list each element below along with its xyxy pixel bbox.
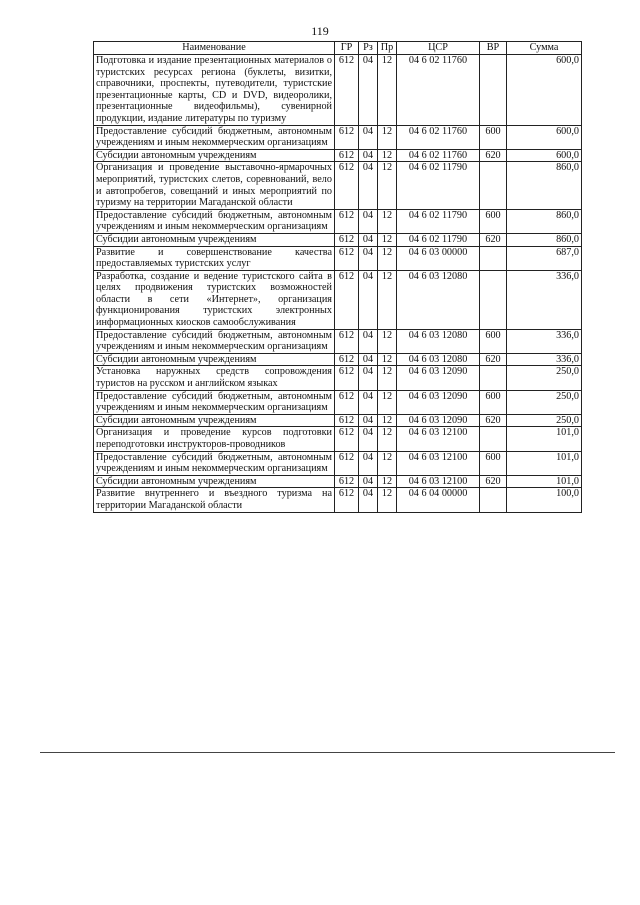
cell-name: Субсидии автономным учреждениям (94, 414, 335, 427)
table-row (94, 390, 582, 414)
cell-csr: 04 6 03 12080 (397, 329, 480, 353)
cell-vr (480, 246, 507, 270)
cell-rz: 04 (359, 162, 378, 209)
header-vr: ВР (480, 42, 507, 55)
cell-gr: 612 (335, 233, 359, 246)
cell-name: Предоставление субсидий бюджетным, автономным учреждениям и иным некоммерческим организациям (94, 329, 335, 353)
cell-pr: 12 (378, 451, 397, 475)
cell-name: Предоставление субсидий бюджетным, автономным учреждениям и иным некоммерческим организациям (94, 390, 335, 414)
cell-csr: 04 6 02 11760 (397, 149, 480, 162)
cell-gr: 612 (335, 427, 359, 451)
table-row (94, 233, 582, 246)
cell-rz: 04 (359, 366, 378, 390)
cell-rz: 04 (359, 390, 378, 414)
cell-sum: 101,0 (507, 451, 582, 475)
cell-name: Развитие и совершенствование качества предоставляемых туристских услуг (94, 246, 335, 270)
cell-sum: 600,0 (507, 55, 582, 126)
cell-vr: 600 (480, 329, 507, 353)
cell-rz: 04 (359, 55, 378, 126)
cell-sum: 860,0 (507, 209, 582, 233)
table-row (94, 488, 582, 512)
cell-csr: 04 6 03 12090 (397, 414, 480, 427)
cell-name: Предоставление субсидий бюджетным, автономным учреждениям и иным некоммерческим организациям (94, 451, 335, 475)
cell-pr: 12 (378, 390, 397, 414)
table-row (94, 366, 582, 390)
cell-rz: 04 (359, 353, 378, 366)
table-body (94, 55, 582, 513)
cell-pr: 12 (378, 55, 397, 126)
header-gr: ГР (335, 42, 359, 55)
cell-pr: 12 (378, 149, 397, 162)
cell-sum: 250,0 (507, 414, 582, 427)
cell-name: Субсидии автономным учреждениям (94, 149, 335, 162)
cell-gr: 612 (335, 209, 359, 233)
cell-pr: 12 (378, 353, 397, 366)
cell-csr: 04 6 02 11790 (397, 209, 480, 233)
cell-sum: 101,0 (507, 427, 582, 451)
cell-pr: 12 (378, 270, 397, 329)
table-row (94, 353, 582, 366)
cell-vr (480, 270, 507, 329)
cell-gr: 612 (335, 55, 359, 126)
header-pr: Пр (378, 42, 397, 55)
cell-rz: 04 (359, 475, 378, 488)
cell-sum: 336,0 (507, 353, 582, 366)
cell-gr: 612 (335, 162, 359, 209)
cell-csr: 04 6 02 11760 (397, 55, 480, 126)
cell-pr: 12 (378, 414, 397, 427)
cell-rz: 04 (359, 488, 378, 512)
table-row (94, 246, 582, 270)
cell-csr: 04 6 03 00000 (397, 246, 480, 270)
cell-pr: 12 (378, 427, 397, 451)
cell-name: Разработка, создание и ведение туристского сайта в целях продвижения туристских возможностей области в сети «Интернет», организация функционирования туристских электронных информационных киосков самообслуживания (94, 270, 335, 329)
cell-name: Организация и проведение курсов подготовки переподготовки инструкторов-проводников (94, 427, 335, 451)
cell-vr (480, 427, 507, 451)
cell-pr: 12 (378, 125, 397, 149)
table-row (94, 329, 582, 353)
cell-sum: 336,0 (507, 270, 582, 329)
page-number: 119 (311, 24, 329, 38)
cell-gr: 612 (335, 246, 359, 270)
cell-csr: 04 6 03 12100 (397, 427, 480, 451)
cell-sum: 250,0 (507, 366, 582, 390)
cell-pr: 12 (378, 329, 397, 353)
cell-name: Подготовка и издание презентационных материалов о туристских ресурсах региона (буклеты, визитки, справочники, проспекты, путеводители, туристские презентационные карты, CD и DVD, видеоролики, презентационные видеофильмы), сувенирной продукции, издание литературы по туризму (94, 55, 335, 126)
cell-vr: 620 (480, 233, 507, 246)
cell-vr (480, 55, 507, 126)
table-row (94, 475, 582, 488)
cell-name: Субсидии автономным учреждениям (94, 353, 335, 366)
header-name: Наименование (94, 42, 335, 55)
table-row (94, 55, 582, 126)
cell-vr: 600 (480, 209, 507, 233)
cell-rz: 04 (359, 246, 378, 270)
cell-csr: 04 6 04 00000 (397, 488, 480, 512)
cell-vr: 600 (480, 125, 507, 149)
cell-pr: 12 (378, 488, 397, 512)
cell-gr: 612 (335, 149, 359, 162)
cell-rz: 04 (359, 414, 378, 427)
table-row (94, 162, 582, 209)
table-row (94, 427, 582, 451)
cell-vr (480, 162, 507, 209)
cell-vr (480, 488, 507, 512)
table-header-row (94, 42, 582, 55)
cell-rz: 04 (359, 209, 378, 233)
footer-rule (40, 752, 615, 753)
cell-sum: 860,0 (507, 162, 582, 209)
cell-pr: 12 (378, 162, 397, 209)
table-row (94, 149, 582, 162)
cell-name: Организация и проведение выставочно-ярмарочных мероприятий, туристских слетов, соревнований, вело и автопробегов, совещаний и иных мероприятий по туризму на территории Магаданской области (94, 162, 335, 209)
cell-rz: 04 (359, 270, 378, 329)
table-row (94, 209, 582, 233)
cell-vr (480, 366, 507, 390)
cell-sum: 101,0 (507, 475, 582, 488)
cell-gr: 612 (335, 488, 359, 512)
cell-rz: 04 (359, 427, 378, 451)
table-row (94, 414, 582, 427)
header-csr: ЦСР (397, 42, 480, 55)
cell-csr: 04 6 03 12100 (397, 451, 480, 475)
cell-vr: 620 (480, 149, 507, 162)
cell-csr: 04 6 03 12090 (397, 366, 480, 390)
cell-vr: 620 (480, 353, 507, 366)
cell-pr: 12 (378, 209, 397, 233)
cell-vr: 600 (480, 390, 507, 414)
cell-gr: 612 (335, 475, 359, 488)
cell-gr: 612 (335, 366, 359, 390)
header-sum: Сумма (507, 42, 582, 55)
cell-gr: 612 (335, 353, 359, 366)
cell-rz: 04 (359, 149, 378, 162)
header-rz: Рз (359, 42, 378, 55)
cell-pr: 12 (378, 475, 397, 488)
cell-rz: 04 (359, 233, 378, 246)
table-row (94, 451, 582, 475)
cell-sum: 600,0 (507, 149, 582, 162)
cell-csr: 04 6 03 12090 (397, 390, 480, 414)
cell-pr: 12 (378, 246, 397, 270)
cell-pr: 12 (378, 366, 397, 390)
cell-sum: 687,0 (507, 246, 582, 270)
cell-gr: 612 (335, 270, 359, 329)
cell-gr: 612 (335, 329, 359, 353)
cell-name: Установка наружных средств сопровождения туристов на русском и английском языках (94, 366, 335, 390)
budget-table (93, 41, 582, 513)
cell-sum: 336,0 (507, 329, 582, 353)
cell-rz: 04 (359, 125, 378, 149)
cell-csr: 04 6 02 11790 (397, 233, 480, 246)
cell-rz: 04 (359, 329, 378, 353)
cell-csr: 04 6 03 12100 (397, 475, 480, 488)
table-row (94, 125, 582, 149)
cell-vr: 600 (480, 451, 507, 475)
cell-sum: 250,0 (507, 390, 582, 414)
cell-csr: 04 6 02 11790 (397, 162, 480, 209)
cell-gr: 612 (335, 414, 359, 427)
cell-csr: 04 6 03 12080 (397, 353, 480, 366)
cell-name: Субсидии автономным учреждениям (94, 475, 335, 488)
cell-gr: 612 (335, 390, 359, 414)
cell-csr: 04 6 03 12080 (397, 270, 480, 329)
cell-sum: 100,0 (507, 488, 582, 512)
cell-name: Развитие внутреннего и въездного туризма на территории Магаданской области (94, 488, 335, 512)
cell-vr: 620 (480, 414, 507, 427)
table-row (94, 270, 582, 329)
cell-sum: 860,0 (507, 233, 582, 246)
cell-vr: 620 (480, 475, 507, 488)
cell-name: Субсидии автономным учреждениям (94, 233, 335, 246)
cell-rz: 04 (359, 451, 378, 475)
cell-gr: 612 (335, 125, 359, 149)
cell-csr: 04 6 02 11760 (397, 125, 480, 149)
cell-pr: 12 (378, 233, 397, 246)
cell-gr: 612 (335, 451, 359, 475)
cell-name: Предоставление субсидий бюджетным, автономным учреждениям и иным некоммерческим организациям (94, 209, 335, 233)
cell-sum: 600,0 (507, 125, 582, 149)
cell-name: Предоставление субсидий бюджетным, автономным учреждениям и иным некоммерческим организациям (94, 125, 335, 149)
